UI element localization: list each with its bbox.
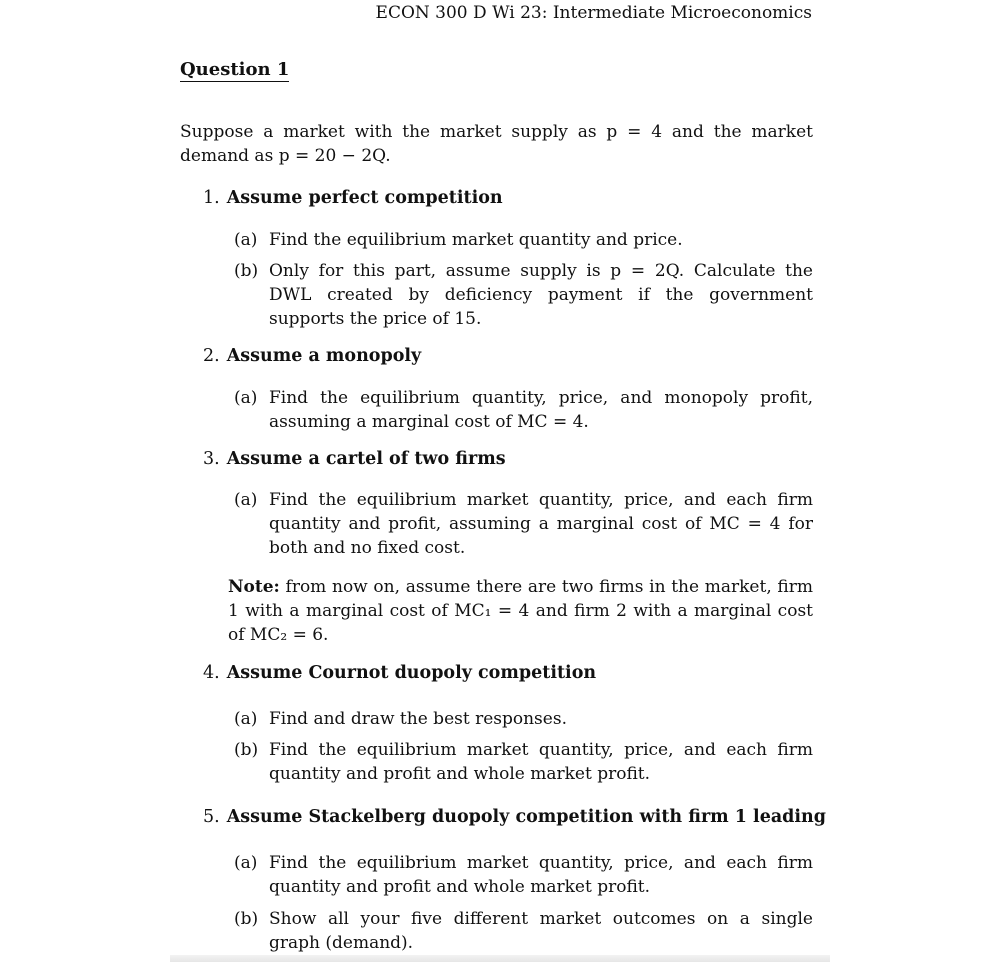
note-label: Note:	[228, 577, 280, 597]
sub-label: (a)	[234, 490, 258, 510]
sub-text: Only for this part, assume supply is p = 2Q. Calculate the DWL created by deficiency payment if the government supports the price of 15.	[269, 261, 813, 329]
question-title: Question 1	[180, 59, 290, 80]
part-4b	[234, 738, 813, 786]
sub-label: (b)	[234, 909, 259, 929]
page-header: ECON 300 D Wi 23: Intermediate Microeconomics	[375, 3, 812, 23]
part-5a	[234, 851, 813, 899]
part-4-heading	[203, 663, 596, 683]
part-5b	[234, 907, 813, 955]
part-3-heading	[203, 449, 506, 469]
part-number: 1.	[203, 188, 220, 208]
sub-label: (a)	[234, 709, 258, 729]
part-2-heading	[203, 346, 421, 366]
part-number: 3.	[203, 449, 220, 469]
part-1-heading	[203, 188, 503, 208]
sub-text: Find the equilibrium market quantity, price, and each firm quantity and profit and whole market profit.	[269, 853, 813, 897]
question-intro: Suppose a market with the market supply as p = 4 and the market demand as p = 20 − 2Q.	[180, 122, 813, 166]
part-title: Assume Stackelberg duopoly competition with firm 1 leading	[226, 807, 827, 827]
part-5-heading	[203, 807, 826, 827]
sub-label: (a)	[234, 388, 258, 408]
page-bottom-edge	[170, 955, 830, 962]
note-paragraph	[228, 575, 813, 647]
sub-text: Find the equilibrium market quantity, price, and each firm quantity and profit and whole market profit.	[269, 740, 813, 784]
sub-label: (a)	[234, 853, 258, 873]
part-1a	[234, 228, 813, 252]
note-text: from now on, assume there are two firms in the market, firm 1 with a marginal cost of MC₁ = 4 and firm 2 with a marginal cost of MC₂ = 6.	[228, 577, 814, 645]
part-title: Assume perfect competition	[226, 188, 503, 208]
part-3a	[234, 488, 813, 560]
sub-text: Find the equilibrium market quantity and price.	[269, 230, 683, 250]
part-number: 2.	[203, 346, 220, 366]
part-title: Assume a monopoly	[226, 346, 422, 366]
part-number: 4.	[203, 663, 220, 683]
part-2a	[234, 386, 813, 434]
sub-label: (b)	[234, 261, 259, 281]
sub-label: (b)	[234, 740, 259, 760]
part-title: Assume a cartel of two firms	[226, 449, 506, 469]
part-number: 5.	[203, 807, 220, 827]
sub-text: Show all your five different market outcomes on a single graph (demand).	[269, 909, 813, 953]
part-title: Assume Cournot duopoly competition	[226, 663, 597, 683]
sub-label: (a)	[234, 230, 258, 250]
part-1b	[234, 259, 813, 331]
part-4a	[234, 707, 813, 731]
sub-text: Find the equilibrium quantity, price, and monopoly profit, assuming a marginal cost of MC = 4.	[269, 388, 813, 432]
sub-text: Find the equilibrium market quantity, price, and each firm quantity and profit, assuming a marginal cost of MC = 4 for both and no fixed cost.	[269, 490, 813, 558]
sub-text: Find and draw the best responses.	[269, 709, 567, 729]
